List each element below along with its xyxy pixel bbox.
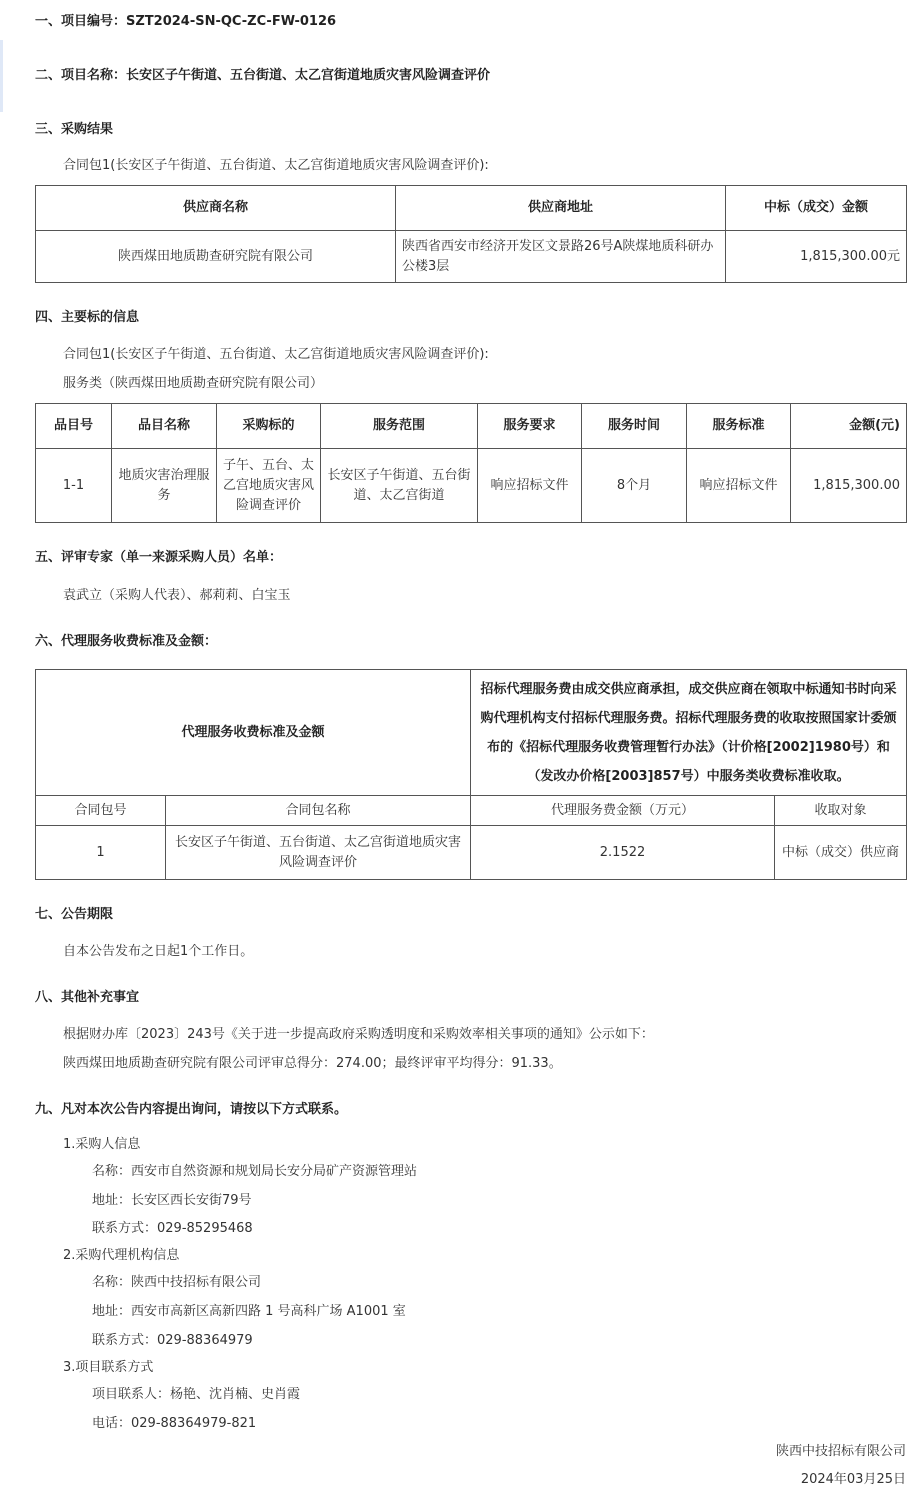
table-cell: 响应招标文件 [687,449,791,523]
table-cell: 1 [36,826,166,880]
purchaser-name: 名称：西安市自然资源和规划局长安分局矿产资源管理站 [92,1164,418,1179]
purchaser-phone: 联系方式：029-85295468 [92,1221,253,1236]
table-cell: 1,815,300.00元 [726,231,907,283]
table-header-cell: 品目号 [36,404,112,449]
table-header-row [36,404,907,449]
table-row [36,826,907,880]
section-title-experts: 五、评审专家（单一来源采购人员）名单： [35,550,283,565]
table-header-cell: 服务要求 [478,404,582,449]
table-header-cell: 代理服务费金额（万元） [471,796,775,826]
table-header-cell: 中标（成交）金额 [726,186,907,231]
agency-phone: 联系方式：029-88364979 [92,1333,253,1348]
section-title-supplement: 八、其他补充事宜 [35,990,140,1005]
table-cell: 8个月 [582,449,687,523]
table-cell: 中标（成交）供应商 [775,826,907,880]
fee-summary-row [36,670,907,796]
table-header-cell: 服务范围 [321,404,478,449]
table-cell: 响应招标文件 [478,449,582,523]
table-cell: 长安区子午街道、五台街道、太乙宫街道地质灾害风险调查评价 [166,826,471,880]
project-contact-title: 3.项目联系方式 [63,1360,154,1375]
table-cell: 子午、五台、太乙宫地质灾害风险调查评价 [217,449,321,523]
table-header-cell: 服务标准 [687,404,791,449]
table-header-cell: 收取对象 [775,796,907,826]
table-header-cell: 服务时间 [582,404,687,449]
table-cell: 陕西煤田地质勘查研究院有限公司 [36,231,396,283]
project-contact-phone: 电话：029-88364979-821 [92,1416,257,1431]
agency-name: 名称：陕西中技招标有限公司 [92,1275,262,1290]
project-contact-people: 项目联系人：杨艳、沈肖楠、史肖霞 [92,1387,301,1402]
project-number: 一、项目编号：SZT2024-SN-QC-ZC-FW-0126 [35,14,337,29]
table-header-cell: 供应商地址 [396,186,726,231]
table-row [36,449,907,523]
table-row [36,231,907,283]
section-title-fee: 六、代理服务收费标准及金额： [35,634,218,649]
table-header-cell: 金额(元) [791,404,907,449]
purchaser-address: 地址：长安区西长安街79号 [92,1193,252,1208]
supplement-line-2: 陕西煤田地质勘查研究院有限公司评审总得分：274.00；最终评审平均得分：91.33。 [63,1056,562,1071]
table-cell: 2.1522 [471,826,775,880]
experts-list: 袁武立（采购人代表）、郝莉莉、白宝玉 [63,588,291,603]
footer-date: 2024年03月25日 [800,1472,906,1487]
section-title-contacts: 九、凡对本次公告内容提出询问，请按以下方式联系。 [35,1102,348,1117]
table-header-cell: 合同包名称 [166,796,471,826]
agency-address: 地址：西安市高新区高新四路 1 号高科广场 A1001 室 [92,1304,406,1319]
table-header-cell: 供应商名称 [36,186,396,231]
section-title-period: 七、公告期限 [35,907,114,922]
table-cell: 长安区子午街道、五台街道、太乙宫街道 [321,449,478,523]
fee-table [35,669,907,880]
table-header-cell: 品目名称 [112,404,217,449]
subject-package-line: 合同包1(长安区子午街道、五台街道、太乙宫街道地质灾害风险调查评价): [63,347,489,362]
table-header-cell: 合同包号 [36,796,166,826]
table-header-row [36,796,907,826]
footer-org: 陕西中技招标有限公司 [775,1444,906,1459]
table-cell: 1,815,300.00 [791,449,907,523]
result-table [35,185,907,283]
fee-description-cell: 招标代理服务费由成交供应商承担，成交供应商在领取中标通知书时向采购代理机构支付招标代理服务费。招标代理服务费的收取按照国家计委颁布的《招标代理服务收费管理暂行办法》（计价格[2002]1980号）和（发改办价格[2003]857号）中服务类收费标准收取。 [471,670,907,796]
project-name: 二、项目名称：长安区子午街道、五台街道、太乙宫街道地质灾害风险调查评价 [35,68,491,83]
table-cell: 地质灾害治理服务 [112,449,217,523]
table-header-cell: 采购标的 [217,404,321,449]
period-text: 自本公告发布之日起1个工作日。 [63,944,254,959]
table-cell: 陕西省西安市经济开发区文景路26号A陕煤地质科研办公楼3层 [396,231,726,283]
table-cell: 1-1 [36,449,112,523]
table-header-row [36,186,907,231]
result-package-line: 合同包1(长安区子午街道、五台街道、太乙宫街道地质灾害风险调查评价): [63,158,489,173]
supplement-line-1: 根据财办库〔2023〕243号《关于进一步提高政府采购透明度和采购效率相关事项的通知》公示如下： [63,1027,654,1042]
agency-title: 2.采购代理机构信息 [63,1248,180,1263]
section-title-result: 三、采购结果 [35,122,114,137]
subject-category-line: 服务类（陕西煤田地质勘查研究院有限公司） [63,376,324,391]
purchaser-title: 1.采购人信息 [63,1137,141,1152]
section-title-subject: 四、主要标的信息 [35,310,140,325]
fee-label-cell: 代理服务收费标准及金额 [36,670,471,796]
subject-table [35,403,907,523]
left-accent-bar [0,40,3,112]
